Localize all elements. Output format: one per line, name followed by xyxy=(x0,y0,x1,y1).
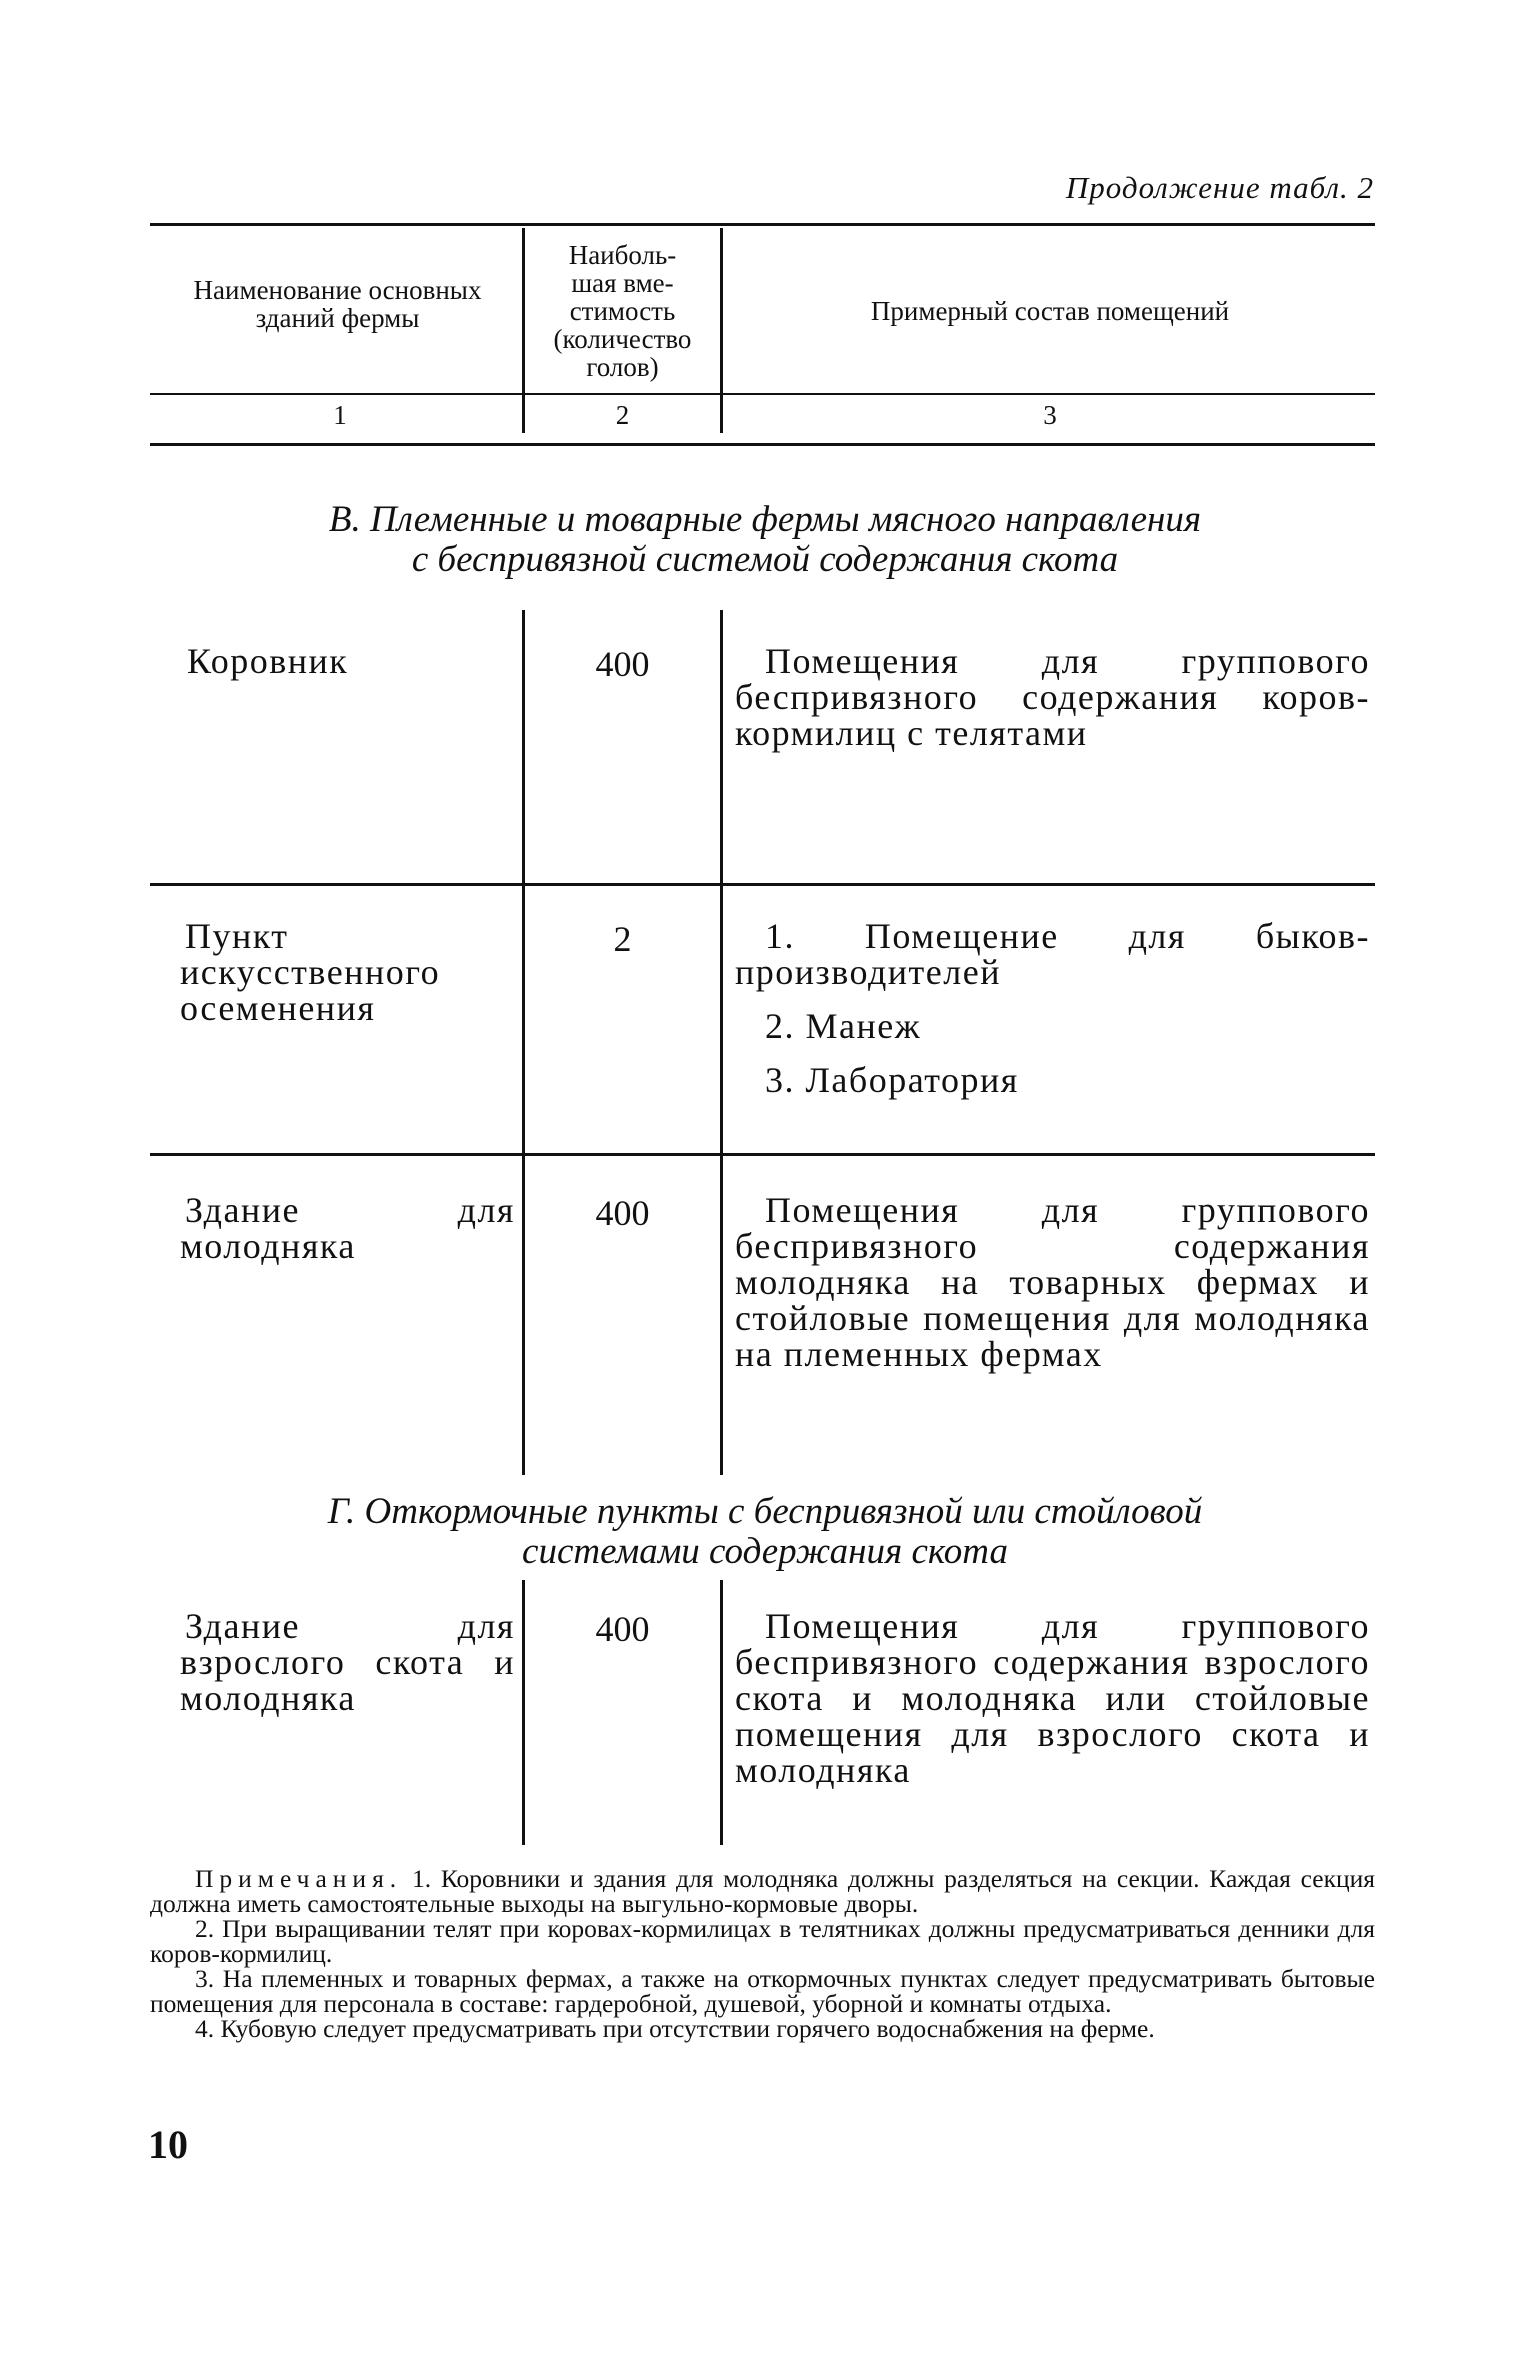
column-number-2: 2 xyxy=(615,400,630,430)
row-composition: Помещения для группового беспривязного содержания взрослого скота и молодняка или стойловые помещения для взрослого скота и молодняка xyxy=(735,1606,1370,1790)
header-col2-line: шая вме- xyxy=(571,268,674,298)
row-name-adult-and-young: Здание для взрослого скота и молодняка xyxy=(180,1606,515,1718)
header-col2-line: стимость xyxy=(569,296,676,326)
row-item: 3. Лаборатория xyxy=(765,1060,1019,1100)
note-3: 3. На племенных и товарных фермах, а также на откормочных пунктах следует предусматривать бытовые помещения для персонала в составе: гардеробной, душевой, уборной и комнаты отдыха. xyxy=(150,1964,1375,2018)
header-col2-line: Наиболь- xyxy=(568,240,677,270)
header-divider-2 xyxy=(720,228,723,433)
header-col2-line: (количество xyxy=(553,324,692,354)
notes-label: Примечания. xyxy=(195,1864,403,1893)
row-capacity: 400 xyxy=(595,1193,650,1233)
header-col2-line: голов) xyxy=(586,352,659,382)
section-g-title-line: Г. Откормочные пункты с беспривязной или стойловой xyxy=(327,1491,1203,1532)
row-composition: Помещения для группового беспривязного содержания молодняка на товарных фермах и стойловые помещения для молодняка на племенных фермах xyxy=(735,1190,1370,1374)
row-item: 2. Манеж xyxy=(765,1006,922,1046)
row-separator xyxy=(150,1153,1375,1156)
body-divider-1b xyxy=(522,1580,525,1845)
row-capacity: 400 xyxy=(595,644,650,684)
header-col1: Наименование основных зданий фермы xyxy=(193,275,482,333)
continuation-label: Продолжение табл. 2 xyxy=(1065,170,1374,205)
note-2: 2. При выращивании телят при коровах-кормилицах в телятниках должны предусматриваться денники для коров-кормилиц. xyxy=(150,1914,1375,1968)
section-g-title-line: системами содержания скота xyxy=(522,1531,1008,1572)
body-divider-1 xyxy=(522,610,525,1475)
note-text: 1. Коровники и здания для молодняка должны разделяться на секции. Каждая секция должна иметь самостоятельные выходы на выгульно-кормовые дворы. xyxy=(150,1864,1376,1918)
column-number-1: 1 xyxy=(333,400,347,430)
note-1 xyxy=(150,1866,1375,1916)
section-v-title xyxy=(150,500,1380,580)
note-4: 4. Кубовую следует предусматривать при отсутствии горячего водоснабжения на ферме. xyxy=(195,2014,1155,2043)
header-mid-rule xyxy=(150,393,1375,395)
row-capacity: 400 xyxy=(595,1609,650,1649)
row-capacity: 2 xyxy=(613,919,632,959)
header-col2 xyxy=(530,241,715,381)
row-name-young-stock: Здание для молодняка xyxy=(180,1190,515,1266)
row-item: 1. Помещение для быков-производителей xyxy=(735,916,1370,992)
row-name-insemination: Пункт искусственного осеменения xyxy=(180,916,441,1028)
column-number-3: 3 xyxy=(1043,400,1057,430)
header-col3: Примерный состав помещений xyxy=(870,296,1230,326)
notes-block xyxy=(150,1866,1375,2041)
page-number: 10 xyxy=(148,2122,188,2167)
row-name-korovnik: Коровник xyxy=(187,641,349,681)
row-items xyxy=(735,918,1370,1098)
section-v-title-line: с беспривязной системой содержания скота xyxy=(411,539,1119,580)
row-separator xyxy=(150,883,1375,886)
row-composition: Помещения для группового беспривязного содержания коров-кормилиц с телятами xyxy=(735,641,1370,753)
header-bottom-rule xyxy=(150,443,1375,446)
body-divider-2b xyxy=(720,1580,723,1845)
section-v-title-line: В. Племенные и товарные фермы мясного направления xyxy=(328,499,1202,540)
body-divider-2 xyxy=(720,610,723,1475)
section-g-title xyxy=(150,1492,1380,1572)
header-top-rule xyxy=(150,223,1375,226)
